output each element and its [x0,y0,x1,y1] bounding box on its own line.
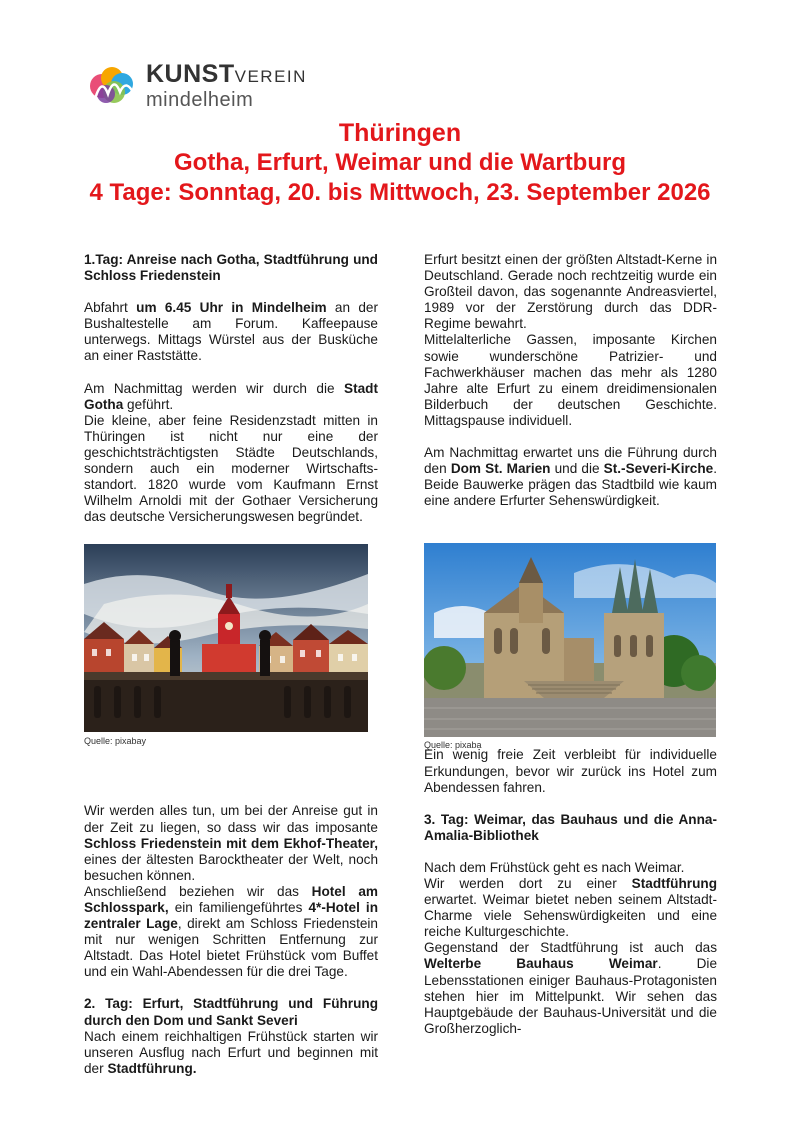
paragraph: Gegenstand der Stadtführung ist auch das Welterbe Bauhaus Weimar. Die Lebensstationen einiger Bauhaus-Protagonisten stehen hier im Mittelpunkt. Wir sehen das Hauptgebäude der Bauhaus-Universität und die Großherzoglich- [424,940,718,1036]
paragraph: Wir werden dort zu einer Stadtführung erwartet. Weimar bietet neben seinem Altstadt-Charme viele Sehenswürdigkeiten und eine reiche Kulturgeschichte. [424,875,717,940]
photo-caption: Quelle: pixaba [424,740,482,750]
day3-heading: 3. Tag: Weimar, das Bauhaus und die Anna-Amalia-Bibliothek [424,811,717,843]
paragraph: Erfurt besitzt einen der größten Altstadt-Kerne in Deutschland. Gerade noch rechtzeitig wurde ein Großteil davon, das sogenannte Andreasviertel, 1989 vor der Zerstörung durch das DDR-Regime bewahrt. [424,252,717,332]
photo-caption: Quelle: pixabay [84,736,147,746]
logo-wordmark: KUNSTVEREIN [146,60,307,88]
gotha-photo [84,544,368,732]
day1-heading: 1.Tag: Anreise nach Gotha, Stadtführung und Schloss Friedenstein [84,252,378,284]
paragraph: Wir werden alles tun, um bei der Anreise gut in der Zeit zu liegen, so dass wir das imposante Schloss Friedenstein mit dem Ekhof-Theater, eines der ältesten Barocktheater der Welt, noch besuchen können. [84,803,378,883]
trip-dates: 4 Tage: Sonntag, 20. bis Mittwoch, 23. September 2026 [89,179,711,206]
paragraph: Am Nachmittag erwartet uns die Führung durch den Dom St. Marien und die St.-Severi-Kirche. Beide Bauwerke prägen das Stadtbild wie kaum eine andere Erfurter Sehenswürdigkeit. [424,445,717,509]
paragraph: Abfahrt um 6.45 Uhr in Mindelheim an der Bushaltestelle am Forum. Kaffeepause unterwegs. Mittags Würstel aus der Busküche an einer Raststätte. [84,300,378,364]
page-subtitle: Gotha, Erfurt, Weimar und die Wartburg [173,149,626,176]
paragraph: Nach dem Frühstück geht es nach Weimar. [424,859,685,875]
paragraph: Die kleine, aber feine Residenzstadt mitten in Thüringen ist nicht nur eine der geschichtsträchtigsten Städte Deutschlands, sondern auch ein moderner Wirtschafts-standort. 1820 wurde vom Kaufmann Ernst Wilhelm Arnoldi mit der Gothaer Versicherung das deutsche Versicherungswesen begründet. [84,412,378,525]
page-heading [0,118,800,208]
logo-subline: mindelheim [146,89,254,111]
erfurt-photo [424,543,716,737]
kunstverein-logo [88,56,318,116]
paragraph: Anschließend beziehen wir das Hotel am Schlosspark, ein familiengeführtes 4*-Hotel in zentraler Lage, direkt am Schloss Friedenstein mit nur wenigen Schritten Entfernung zur Altstadt. Das Hotel bietet Frühstück vom Buffet und ein Wahl-Abendessen für die drei Tage. [84,883,378,980]
logo-mark-icon [88,64,140,108]
paragraph: Ein wenig freie Zeit verbleibt für individuelle Erkundungen, bevor wir zurück ins Hotel zum Abendessen fahren. [424,747,717,795]
page-title: Thüringen [338,119,462,147]
day2-heading: 2. Tag: Erfurt, Stadtführung und Führung durch den Dom und Sankt Severi [84,996,378,1028]
paragraph: Mittelalterliche Gassen, imposante Kirchen sowie wunderschöne Patrizier- und Fachwerkhäuser machen das mehr als 1280 Jahre alte Erfurt zu einem dreidimensionalen Bilderbuch der deutschen Geschichte. Mittagspause individuell. [424,332,717,428]
paragraph: Nach einem reichhaltigen Frühstück starten wir unseren Ausflug nach Erfurt und beginnen mit der Stadtführung. [84,1028,378,1076]
paragraph: Am Nachmittag werden wir durch die Stadt Gotha geführt. [84,380,378,412]
